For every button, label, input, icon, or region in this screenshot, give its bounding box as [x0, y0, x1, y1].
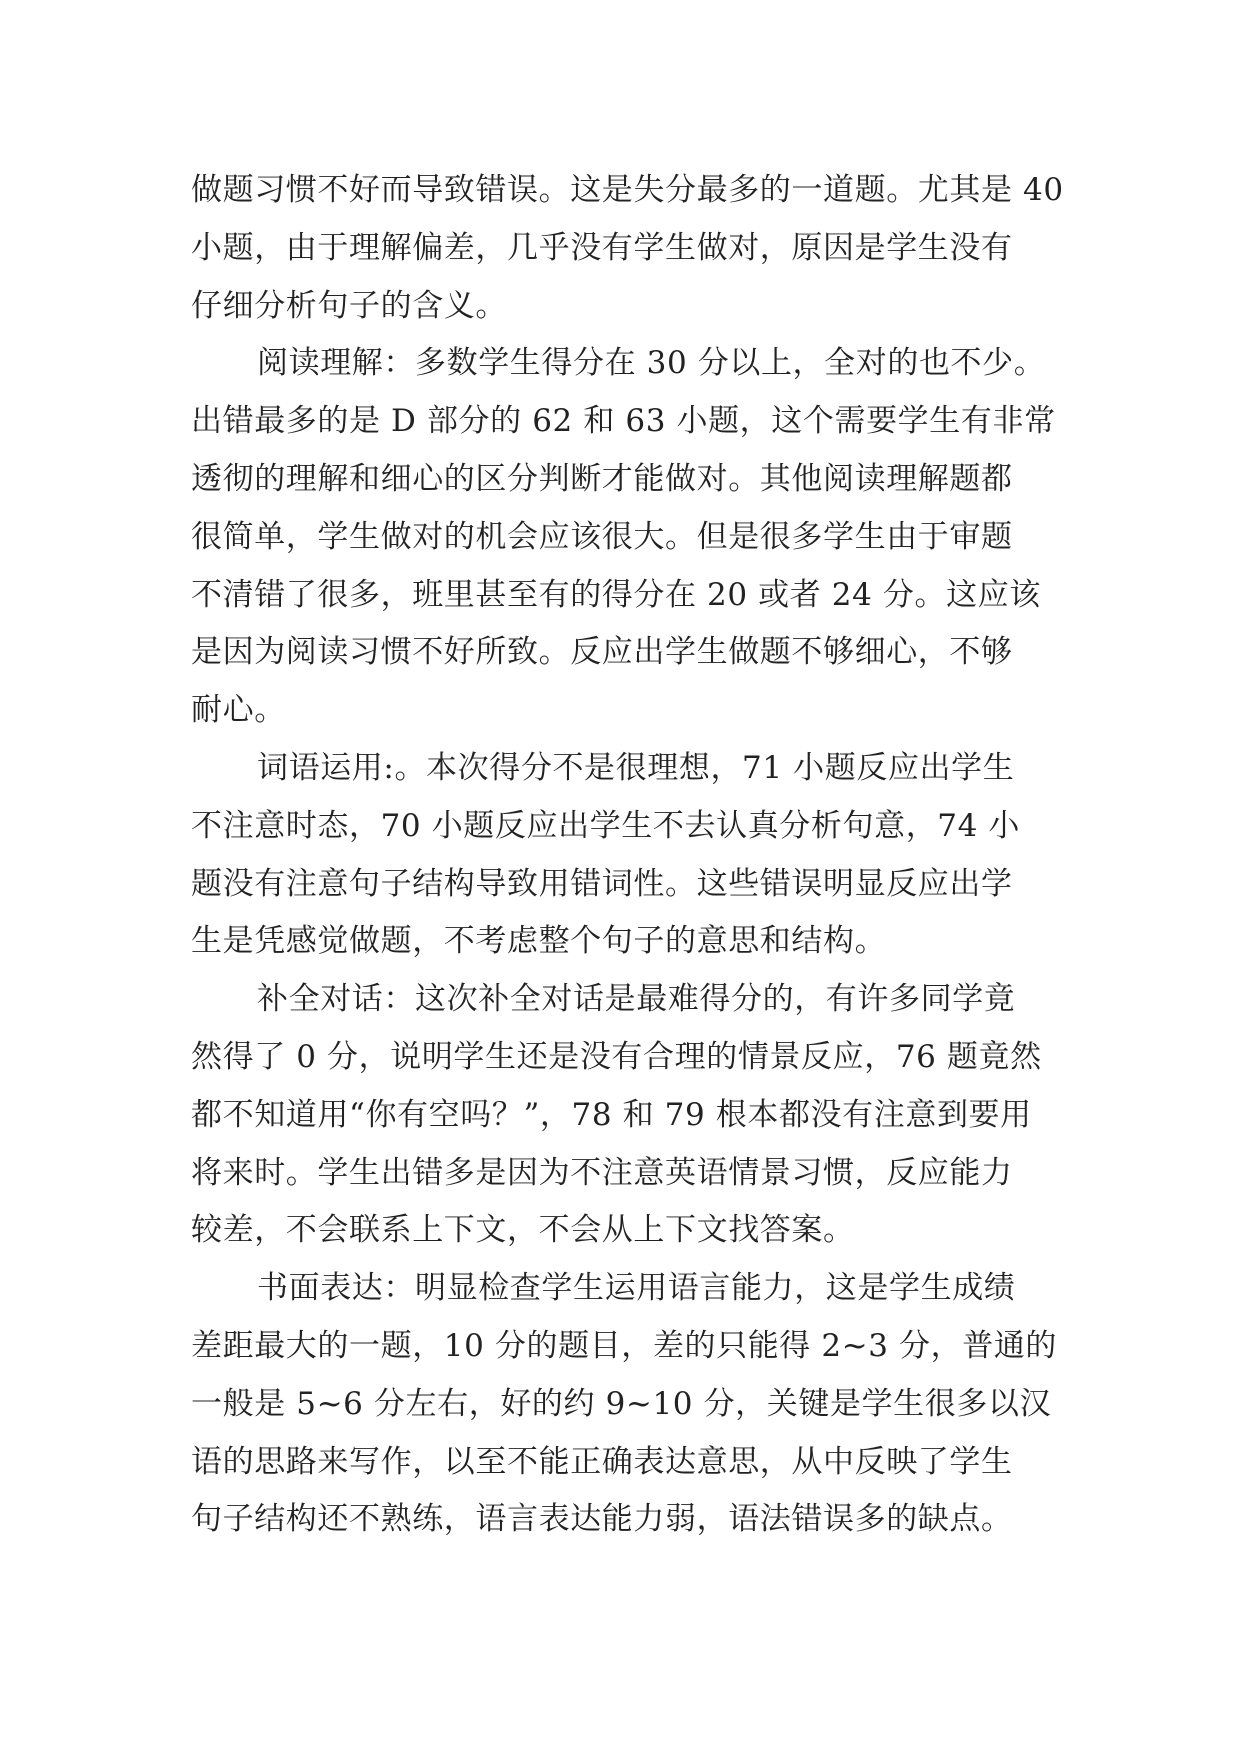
- text-line: 都不知道用“你有空吗？”，78 和 79 根本都没有注意到要用: [191, 1096, 1032, 1133]
- text-line: 句子结构还不熟练，语言表达能力弱，语法错误多的缺点。: [191, 1501, 1013, 1538]
- text-line: 然得了 0 分，说明学生还是没有合理的情景反应，76 题竟然: [191, 1038, 1042, 1075]
- text-line: 是因为阅读习惯不好所致。反应出学生做题不够细心，不够: [191, 634, 1013, 671]
- text-line: 语的思路来写作，以至不能正确表达意思，从中反映了学生: [191, 1443, 1013, 1480]
- paragraph-first-line: 补全对话：这次补全对话是最难得分的，有许多同学竟: [257, 981, 1016, 1018]
- text-line: 差距最大的一题，10 分的题目，差的只能得 2~3 分，普通的: [191, 1327, 1058, 1364]
- text-line: 做题习惯不好而导致错误。这是失分最多的一道题。尤其是 40: [191, 172, 1064, 208]
- paragraph-first-line: 词语运用:。本次得分不是很理想，71 小题反应出学生: [257, 749, 1015, 786]
- text-line: 生是凭感觉做题，不考虑整个句子的意思和结构。: [191, 923, 887, 960]
- paragraph-first-line: 书面表达：明显检查学生运用语言能力，这是学生成绩: [257, 1270, 1016, 1307]
- text-line: 不注意时态，70 小题反应出学生不去认真分析句意，74 小: [191, 807, 1020, 844]
- text-line: 一般是 5~6 分左右，好的约 9~10 分，关键是学生很多以汉: [191, 1385, 1052, 1422]
- text-line: 透彻的理解和细心的区分判断才能做对。其他阅读理解题都: [191, 460, 1013, 497]
- text-line: 耐心。: [191, 692, 286, 729]
- text-line: 较差，不会联系上下文，不会从上下文找答案。: [191, 1212, 855, 1249]
- text-line: 小题，由于理解偏差，几乎没有学生做对，原因是学生没有: [191, 229, 1013, 266]
- text-line: 将来时。学生出错多是因为不注意英语情景习惯，反应能力: [191, 1154, 1013, 1191]
- text-line: 仔细分析句子的含义。: [191, 287, 507, 324]
- text-line: 出错最多的是 D 部分的 62 和 63 小题，这个需要学生有非常: [191, 403, 1056, 440]
- paragraph-first-line: 阅读理解：多数学生得分在 30 分以上，全对的也不少。: [257, 345, 1046, 382]
- text-line: 不清错了很多，班里甚至有的得分在 20 或者 24 分。这应该: [191, 576, 1041, 613]
- document-body: [191, 162, 1071, 1549]
- text-line: 题没有注意句子结构导致用错词性。这些错误明显反应出学: [191, 865, 1013, 902]
- text-line: 很简单，学生做对的机会应该很大。但是很多学生由于审题: [191, 518, 1013, 555]
